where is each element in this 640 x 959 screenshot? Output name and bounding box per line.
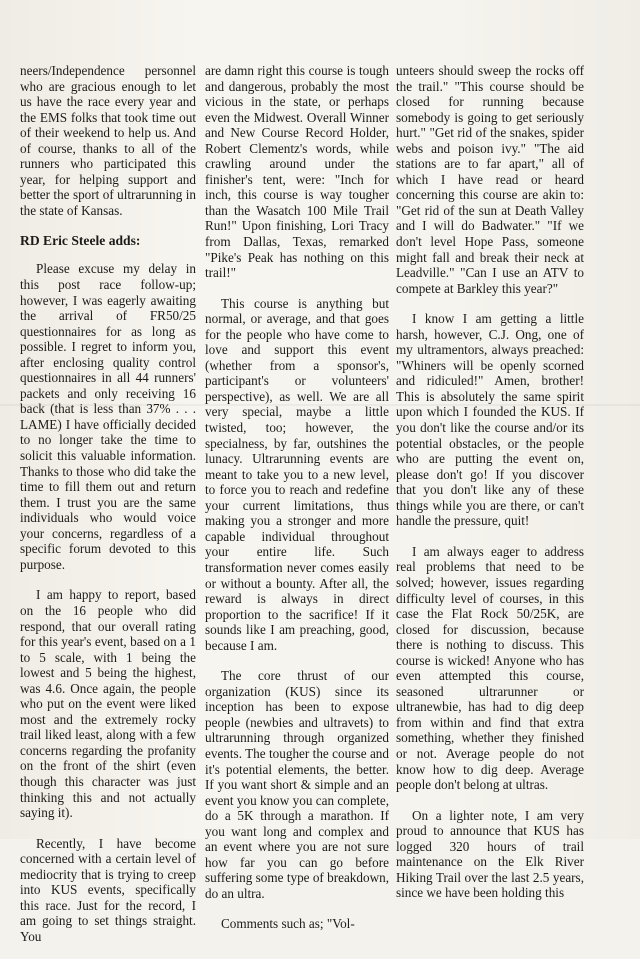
col1-paragraph-4: Recently, I have become concerned with a certain level of mediocrity that is trying to creep into KUS events, specifically this race. Just for the record, I am going to set things straight. You [20, 835, 196, 944]
col3-paragraph-3: I am always eager to address real problems that need to be solved; however, issues regarding difficulty level of courses, in this case the Flat Rock 50/25K, are closed for discussion, because there is nothing to discuss. This course is wicked! Anyone who has even attempted this course, seasoned ultrarunner or ultranewbie, has had to dig deep from within and find that extra something, whether they finished or not. Average people do not know how to dig deep. Average people don't belong at ultras. [396, 543, 584, 793]
col2-paragraph-4: Comments such as; "Vol- [221, 916, 355, 932]
column-2 [205, 63, 389, 947]
col2-paragraph-1: are damn right this course is tough and dangerous, probably the most vicious in the state, or perhaps even the Midwest. Overall Winner and New Course Record Holder, Robert Clementz's words, while crawling around under the finisher's tent, were: "Inch for inch, this course is way tougher than the Wasatch 100 Mile Trail Run!" Upon finishing, Lori Tracy from Dallas, Texas, remarked "Pike's Peak has nothing on this trail!" [205, 63, 389, 281]
col2-paragraph-3: The core thrust of our organization (KUS) since its inception has been to expose people (newbies and ultravets) to ultrarunning through organized events. The tougher the course and it's potential elements, the better. If you want short & simple and an event you know you can complete, do a 5K through a marathon. If you want long and complex and an event where you are not sure how far you can go before suffering some type of breakdown, do an ultra. [205, 668, 389, 901]
column-3 [396, 63, 584, 916]
col1-paragraph-2: Please excuse my delay in this post race follow-up; however, I was eagerly awaiting the arrival of FR50/25 questionnaires for as long as possible. I regret to inform you, after enclosing quality control questionnaires in all 44 runners' packets and only receiving 16 back (that is less than 37% . . . LAME) I have officially decided to no longer take the time to solicit this valuable information. Thanks to those who did take the time to fill them out and return them. I trust you are the same individuals who would voice your concerns, regardless of a specific forum devoted to this purpose. [20, 261, 196, 572]
section-heading: RD Eric Steele adds: [20, 233, 141, 249]
col3-paragraph-4: On a lighter note, I am very proud to announce that KUS has logged 320 hours of trail maintenance on the Elk River Hiking Trail over the last 2.5 years, since we have been holding this [396, 807, 584, 901]
col2-paragraph-2: This course is anything but normal, or average, and that goes for the people who have come to love and support this event (whether from a sponsor's, participant's or volunteers' perspective), as well. We are all very special, maybe a little twisted, too; however, the specialness, by far, outshines the lunacy. Ultrarunning events are meant to take you to a new level, to force you to reach and redefine your current limitations, thus making you a stronger and more capable individual throughout your entire life. Such transformation never comes easily or without a bounty. After all, the reward is always in direct proportion to the sacrifice! If it sounds like I am preaching, good, because I am. [205, 295, 389, 653]
col3-paragraph-2: I know I am getting a little harsh, however, C.J. Ong, one of my ultramentors, always preached: "Whiners will be openly scorned and ridiculed!" Amen, brother! This is absolutely the same spirit upon which I founded the KUS. If you don't like the course and/or its potential obstacles, or the people who are putting the event on, please don't go! If you discover that you don't like any of these things while you are there, or can't handle the pressure, quit! [396, 311, 584, 529]
col1-paragraph-1: neers/Independence personnel who are gracious enough to let us have the race every year and the EMS folks that took time out of their weekend to help us. And of course, thanks to all of the runners who participated this year, for helping support and better the sport of ultrarunning in the state of Kansas. [20, 63, 196, 218]
column-1 [20, 63, 196, 959]
col3-paragraph-1: unteers should sweep the rocks off the trail." "This course should be closed for running because somebody is going to get seriously hurt." "Get rid of the snakes, spider webs and poison ivy." "The aid stations are to far apart," all of which I have read or heard concerning this course are akin to: "Get rid of the sun at Death Valley and I will do Badwater." "If we don't level Hope Pass, someone might fall and break their neck at Leadville." "Can I use an ATV to compete at Barkley this year?" [396, 63, 584, 296]
col1-paragraph-3: I am happy to report, based on the 16 people who did respond, that our overall rating for this year's event, based on a 1 to 5 scale, with 1 being the lowest and 5 being the highest, was 4.6. Once again, the people who put on the event were liked most and the extremely rocky trail liked least, along with a few concerns regarding the profanity on the front of the shirt (even though this character was just thinking this and not actually saying it). [20, 587, 196, 821]
